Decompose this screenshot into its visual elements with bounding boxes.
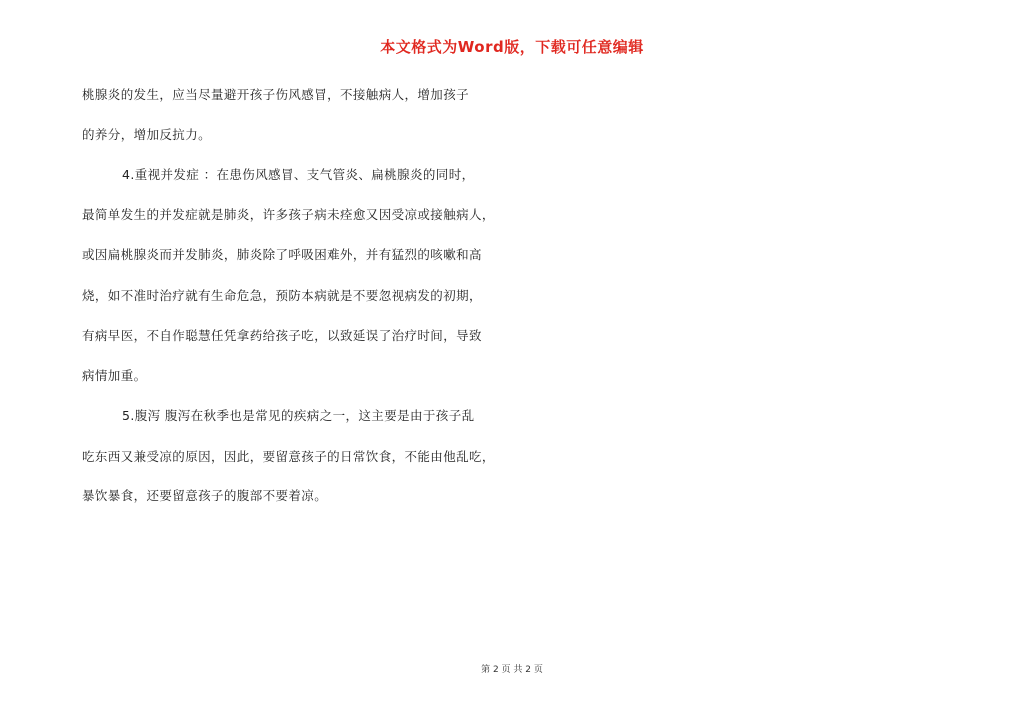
body-line-7: 有病早医，不自作聪慧任凭拿药给孩子吃，以致延误了治疗时间，导致: [82, 328, 482, 343]
body-line-4: 最简单发生的并发症就是肺炎，许多孩子病未痊愈又因受凉或接触病人，: [82, 207, 495, 222]
body-line-1: 桃腺炎的发生，应当尽量避开孩子伤风感冒，不接触病人，增加孩子: [82, 87, 470, 102]
body-line-8: 病情加重。: [82, 368, 147, 383]
body-line-2: 的养分，增加反抗力。: [82, 127, 212, 142]
body-line-3: 4.重视并发症 ：在患伤风感冒、支气管炎、扁桃腺炎的同时，: [122, 167, 475, 182]
body-line-11: 暴饮暴食，还要留意孩子的腹部不要着凉。: [82, 488, 328, 503]
body-line-5: 或因扁桃腺炎而并发肺炎，肺炎除了呼吸困难外，并有猛烈的咳嗽和高: [82, 247, 482, 262]
header-title: 本文格式为Word版，下载可任意编辑: [380, 38, 644, 56]
body-line-9: 5.腹泻 腹泻在秋季也是常见的疾病之一，这主要是由于孩子乱: [122, 408, 475, 423]
body-line-6: 烧，如不准时治疗就有生命危急，预防本病就是不要忽视病发的初期，: [82, 288, 482, 303]
body-line-10: 吃东西又兼受凉的原因，因此，要留意孩子的日常饮食，不能由他乱吃，: [82, 449, 495, 464]
page-number: 第 2 页 共 2 页: [481, 665, 543, 675]
